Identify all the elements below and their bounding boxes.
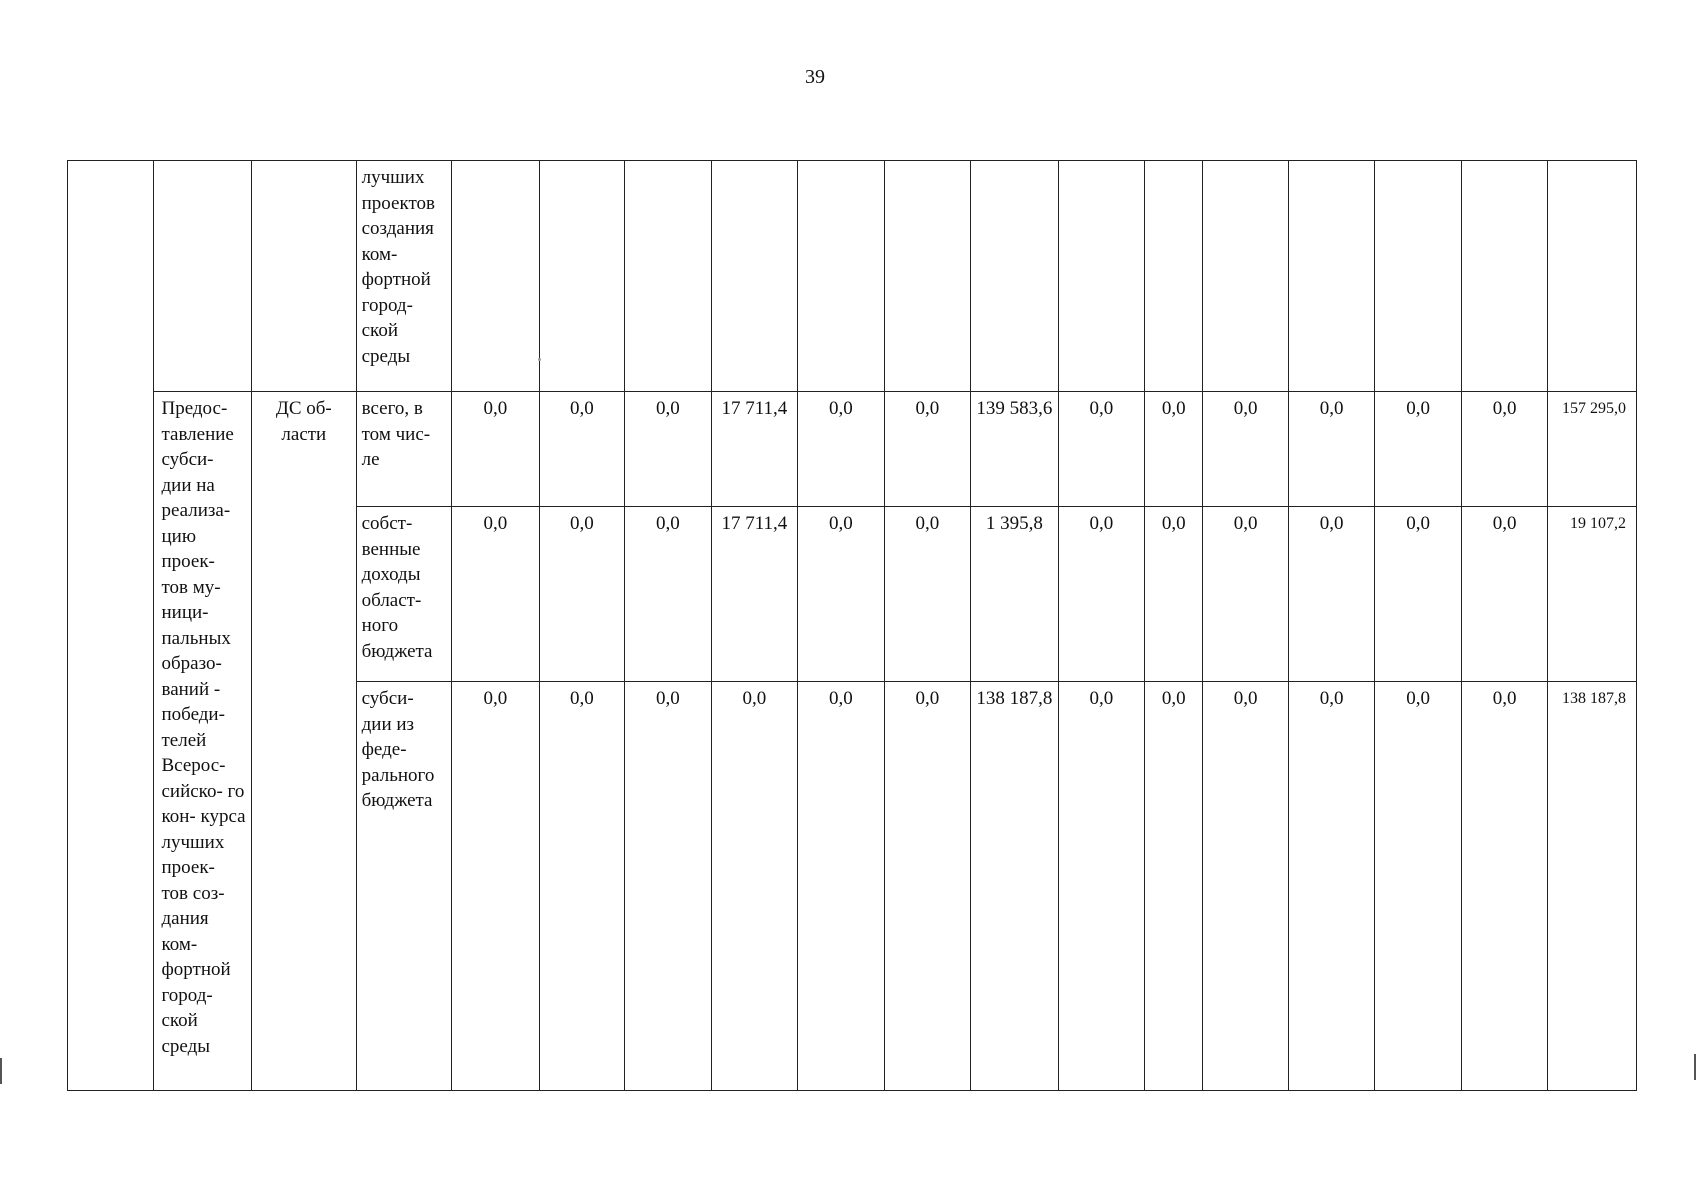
continued-label-cell: лучших проектов создания ком- фортной город- ской среды [356,161,452,392]
row-label: субси- дии из феде- рального бюджета [356,682,452,1091]
value-cell: 1 395,8 [971,507,1059,682]
value-cell: 17 711,4 [711,392,797,507]
row-label: собст- венные доходы област- ного бюджета [356,507,452,682]
activity-name: Предос- тавление субси- дии на реализа- цию проек- тов му- ници- пальных образо- ваний - победи- телей Всерос- сийско- го кон- курса лучших проек- тов соз- дания ком- фортной город- ской среды [161,398,246,1057]
value-cell: 0,0 [1288,507,1374,682]
value-cell: 0,0 [539,682,624,1091]
scan-edge-mark [0,1058,2,1084]
value-cell: 0,0 [1203,392,1288,507]
value-cell: 139 583,6 [971,392,1059,507]
value-cell: 138 187,8 [971,682,1059,1091]
value-cell: 17 711,4 [711,507,797,682]
value-cell: 0,0 [625,507,711,682]
scan-artifact [538,358,541,361]
budget-table [67,160,1637,1091]
value-cell: 0,0 [884,507,970,682]
value-cell: 0,0 [798,507,884,682]
value-cell: 0,0 [452,682,540,1091]
value-cell: 0,0 [1145,682,1203,1091]
table-row-continuation [68,161,1637,392]
value-cell: 0,0 [1288,392,1374,507]
value-cell: 0,0 [1375,507,1461,682]
value-cell: 0,0 [1461,682,1547,1091]
value-cell: 0,0 [798,392,884,507]
total-cell: 138 187,8 [1548,682,1637,1091]
value-cell: 0,0 [1461,392,1547,507]
page-number: 39 [805,66,825,88]
value-cell: 0,0 [1203,507,1288,682]
value-cell: 0,0 [1203,682,1288,1091]
total-cell: 19 107,2 [1548,507,1637,682]
value-cell: 0,0 [711,682,797,1091]
value-cell: 0,0 [1288,682,1374,1091]
value-cell: 0,0 [1461,507,1547,682]
value-cell: 0,0 [1375,392,1461,507]
value-cell: 0,0 [452,507,540,682]
empty-cell [252,161,357,392]
executor-cell: ДС об- ласти [252,392,357,1091]
value-cell: 0,0 [625,682,711,1091]
value-cell: 0,0 [798,682,884,1091]
activity-name-cell [154,392,252,1091]
value-cell: 0,0 [539,392,624,507]
total-cell: 157 295,0 [1548,392,1637,507]
value-cell: 0,0 [884,682,970,1091]
value-cell: 0,0 [884,392,970,507]
value-cell: 0,0 [1375,682,1461,1091]
value-cell: 0,0 [1058,392,1144,507]
empty-cell [154,161,252,392]
value-cell: 0,0 [1058,682,1144,1091]
value-cell: 0,0 [539,507,624,682]
row-label: всего, в том чис- ле [356,392,452,507]
value-cell: 0,0 [1145,392,1203,507]
table-row [68,392,1637,507]
value-cell: 0,0 [1145,507,1203,682]
value-cell: 0,0 [625,392,711,507]
value-cell: 0,0 [1058,507,1144,682]
value-cell: 0,0 [452,392,540,507]
scan-edge-mark [1694,1054,1696,1080]
empty-number-cell [68,161,154,1091]
